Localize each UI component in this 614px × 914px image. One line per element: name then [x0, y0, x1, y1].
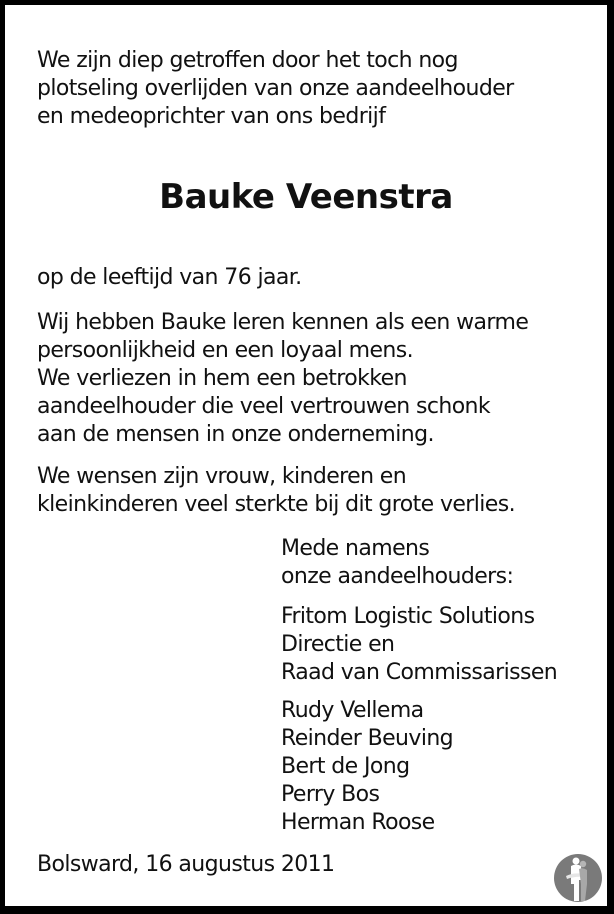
deceased-name: Bauke Veenstra — [159, 177, 453, 217]
paragraph-condolences — [37, 463, 515, 519]
paragraph-line: We wensen zijn vrouw, kinderen en — [37, 464, 407, 489]
signature-line: Fritom Logistic Solutions — [281, 604, 535, 629]
obituary-card — [5, 5, 607, 906]
signatory-name: Perry Bos — [281, 782, 380, 807]
signatory-name: Rudy Vellema — [281, 698, 424, 723]
signature-line: onze aandeelhouders: — [281, 564, 514, 589]
intro-line: We zijn diep getroffen door het toch nog — [37, 48, 458, 73]
paragraph-line: persoonlijkheid en een loyaal mens. — [37, 338, 413, 363]
signature-line: Directie en — [281, 632, 395, 657]
signatory-name: Bert de Jong — [281, 754, 410, 779]
embracing-people-icon — [554, 854, 602, 902]
intro-line: plotseling overlijden van onze aandeelhouder — [37, 76, 514, 101]
signature-company — [281, 603, 557, 687]
signature-names — [281, 697, 453, 837]
paragraph-tribute — [37, 309, 528, 449]
paragraph-line: kleinkinderen veel sterkte bij dit grote verlies. — [37, 492, 515, 517]
signature-on-behalf — [281, 535, 513, 591]
paragraph-line: aandeelhouder die veel vertrouwen schonk — [37, 394, 491, 419]
intro-text — [37, 47, 514, 131]
paragraph-line: We verliezen in hem een betrokken — [37, 366, 407, 391]
intro-line: en medeoprichter van ons bedrijf — [37, 104, 386, 129]
paragraph-line: Wij hebben Bauke leren kennen als een warme — [37, 310, 529, 335]
age-line: op de leeftijd van 76 jaar. — [37, 265, 302, 290]
paragraph-line: aan de mensen in onze onderneming. — [37, 422, 434, 447]
place-date: Bolsward, 16 augustus 2011 — [37, 852, 335, 877]
signature-line: Mede namens — [281, 536, 430, 561]
signatory-name: Reinder Beuving — [281, 726, 454, 751]
signature-line: Raad van Commissarissen — [281, 660, 558, 685]
signatory-name: Herman Roose — [281, 810, 435, 835]
